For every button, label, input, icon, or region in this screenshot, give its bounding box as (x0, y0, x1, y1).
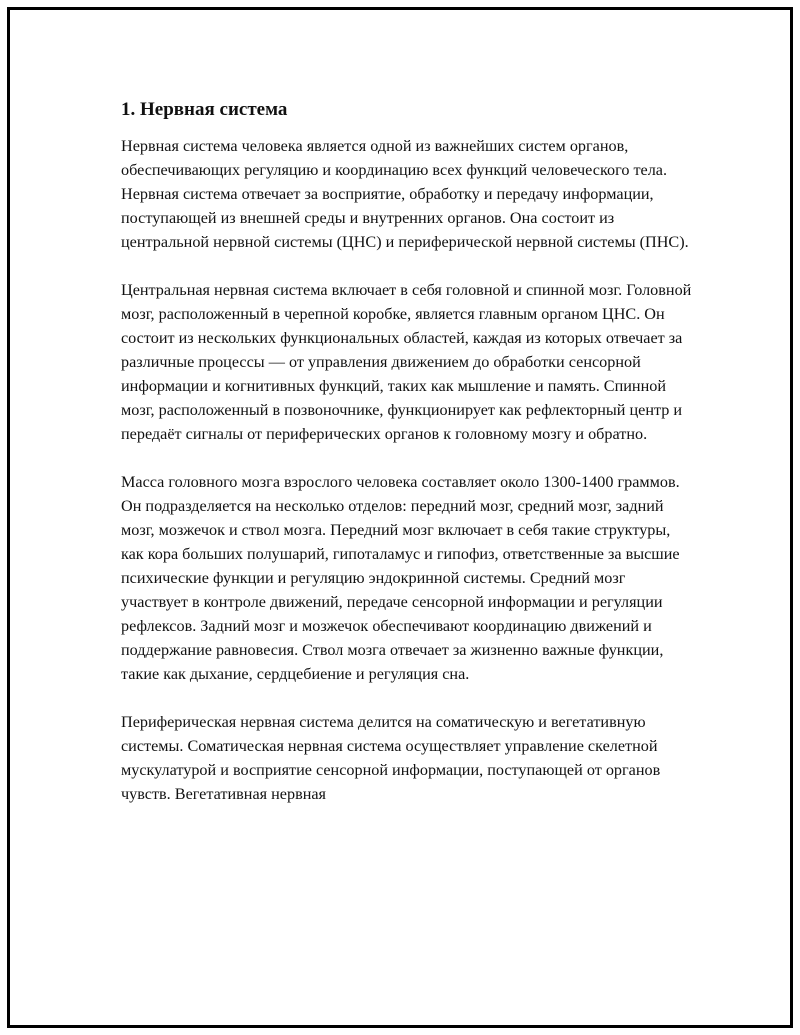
document-body (121, 98, 696, 830)
paragraph-intro: Нервная система человека является одной из важнейших систем органов, обеспечивающих регуляцию и координацию всех функций человеческого тела. Нервная система отвечает за восприятие, обработку и передачу информации, поступающей из внешней среды и внутренних органов. Она состоит из центральной нервной системы (ЦНС) и периферической нервной системы (ПНС). (121, 137, 689, 251)
page-frame (7, 7, 793, 1028)
section-title: 1. Нервная система (121, 99, 288, 120)
paragraph-pns: Периферическая нервная система делится на соматическую и вегетативную системы. Соматическая нервная система осуществляет управление скелетной мускулатурой и восприятие сенсорной информации, поступающей от органов чувств. Вегетативная нервная (121, 713, 661, 803)
paragraph-brain-mass: Масса головного мозга взрослого человека составляет около 1300-1400 граммов. Он подразделяется на несколько отделов: передний мозг, средний мозг, задний мозг, мозжечок и ствол мозга. Передний мозг включает в себя такие структуры, как кора больших полушарий, гипоталамус и гипофиз, ответственные за высшие психические функции и регуляцию эндокринной системы. Средний мозг участвует в контроле движений, передаче сенсорной информации и регуляции рефлексов. Задний мозг и мозжечок обеспечивают координацию движений и поддержание равновесия. Ствол мозга отвечает за жизненно важные функции, такие как дыхание, сердцебиение и регуляция сна. (121, 473, 680, 683)
paragraph-cns: Центральная нервная система включает в себя головной и спинной мозг. Головной мозг, расположенный в черепной коробке, является главным органом ЦНС. Он состоит из нескольких функциональных областей, каждая из которых отвечает за различные процессы — от управления движением до обработки сенсорной информации и когнитивных функций, таких как мышление и память. Спинной мозг, расположенный в позвоночнике, функционирует как рефлекторный центр и передаёт сигналы от периферических органов к головному мозгу и обратно. (121, 281, 692, 443)
